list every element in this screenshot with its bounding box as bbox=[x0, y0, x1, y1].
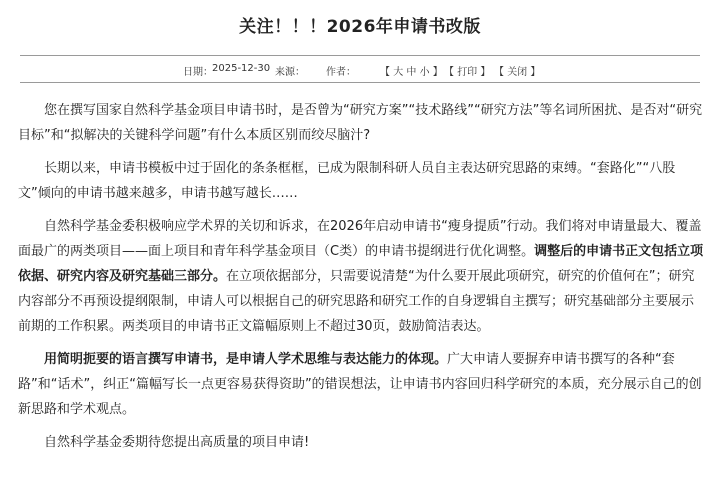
paragraph-4 bbox=[18, 347, 704, 422]
paragraph-4-emphasis: 用简明扼要的语言撰写申请书，是申请人学术思维与表达能力的体现。 bbox=[44, 352, 448, 367]
size-bracket-open: 【 bbox=[380, 67, 390, 78]
font-size-controls bbox=[380, 63, 443, 78]
article-body bbox=[18, 98, 704, 463]
paragraph-5: 自然科学基金委期待您提出高质量的项目申请! bbox=[44, 435, 310, 450]
source-label: 来源： bbox=[275, 67, 305, 78]
date-value: 2025-12-30 bbox=[212, 63, 271, 74]
print-bracket-open: 【 bbox=[444, 67, 454, 78]
paragraph-2: 长期以来，申请书模板中过于固化的条条框框，已成为限制科研人员自主表达研究思路的束缚。“套路化”“八股文”倾向的申请书越来越多，申请书越写越长…… bbox=[18, 161, 676, 201]
font-size-large-link[interactable]: 大 bbox=[393, 67, 404, 78]
close-bracket-open: 【 bbox=[494, 67, 504, 78]
print-control bbox=[444, 63, 490, 78]
paragraph-4-text: 广大申请人要摒弃申请书撰写的各种“套路”和“话术”，纠正“篇幅写长一点更容易获得资助”的错误想法，让申请书内容回归科学研究的本质，充分展示自己的创新思路和学术观点。 bbox=[18, 352, 702, 417]
font-size-medium-link[interactable]: 中 bbox=[406, 67, 417, 78]
paragraph-3-emphasis: 调整后的申请书正文包括立项依据、研究内容及研究基础三部分。 bbox=[18, 244, 704, 284]
paragraph-3-text: 自然科学基金委积极响应学术界的关切和诉求，在2026年启动申请书“瘦身提质”行动。我们将对申请量最大、覆盖面最广的两类项目——面上项目和青年科学基金项目（C类）的申请书提纲进行优化调整。 bbox=[18, 219, 702, 259]
date-label: 日期： bbox=[183, 67, 213, 78]
close-control bbox=[494, 63, 540, 78]
header-divider-top bbox=[20, 55, 700, 56]
print-bracket-close: 】 bbox=[480, 67, 491, 78]
author-label: 作者： bbox=[326, 67, 356, 78]
font-size-small-link[interactable]: 小 bbox=[419, 67, 430, 78]
paragraph-3 bbox=[18, 214, 704, 339]
close-link[interactable]: 关闭 bbox=[507, 67, 528, 78]
print-link[interactable]: 打印 bbox=[457, 67, 478, 78]
header-divider-bottom bbox=[20, 82, 700, 83]
article-title: 关注！！！2026年申请书改版 bbox=[239, 17, 481, 37]
paragraph-1: 您在撰写国家自然科学基金项目申请书时，是否曾为“研究方案”“技术路线”“研究方法”等名词所困扰、是否对“研究目标”和“拟解决的关键科学问题”有什么本质区别而绞尽脑汁? bbox=[18, 103, 703, 143]
paragraph-3-text-continued: 在立项依据部分，只需要说清楚“为什么要开展此项研究，研究的价值何在”；研究内容部分不再预设提纲限制，申请人可以根据自己的研究思路和研究工作的自身逻辑自主撰写；研究基础部分主要展示前期的工作积累。两类项目的申请书正文篇幅原则上不超过30页，鼓励简洁表达。 bbox=[18, 269, 695, 334]
close-bracket-close: 】 bbox=[530, 67, 541, 78]
size-bracket-close: 】 bbox=[432, 67, 443, 78]
